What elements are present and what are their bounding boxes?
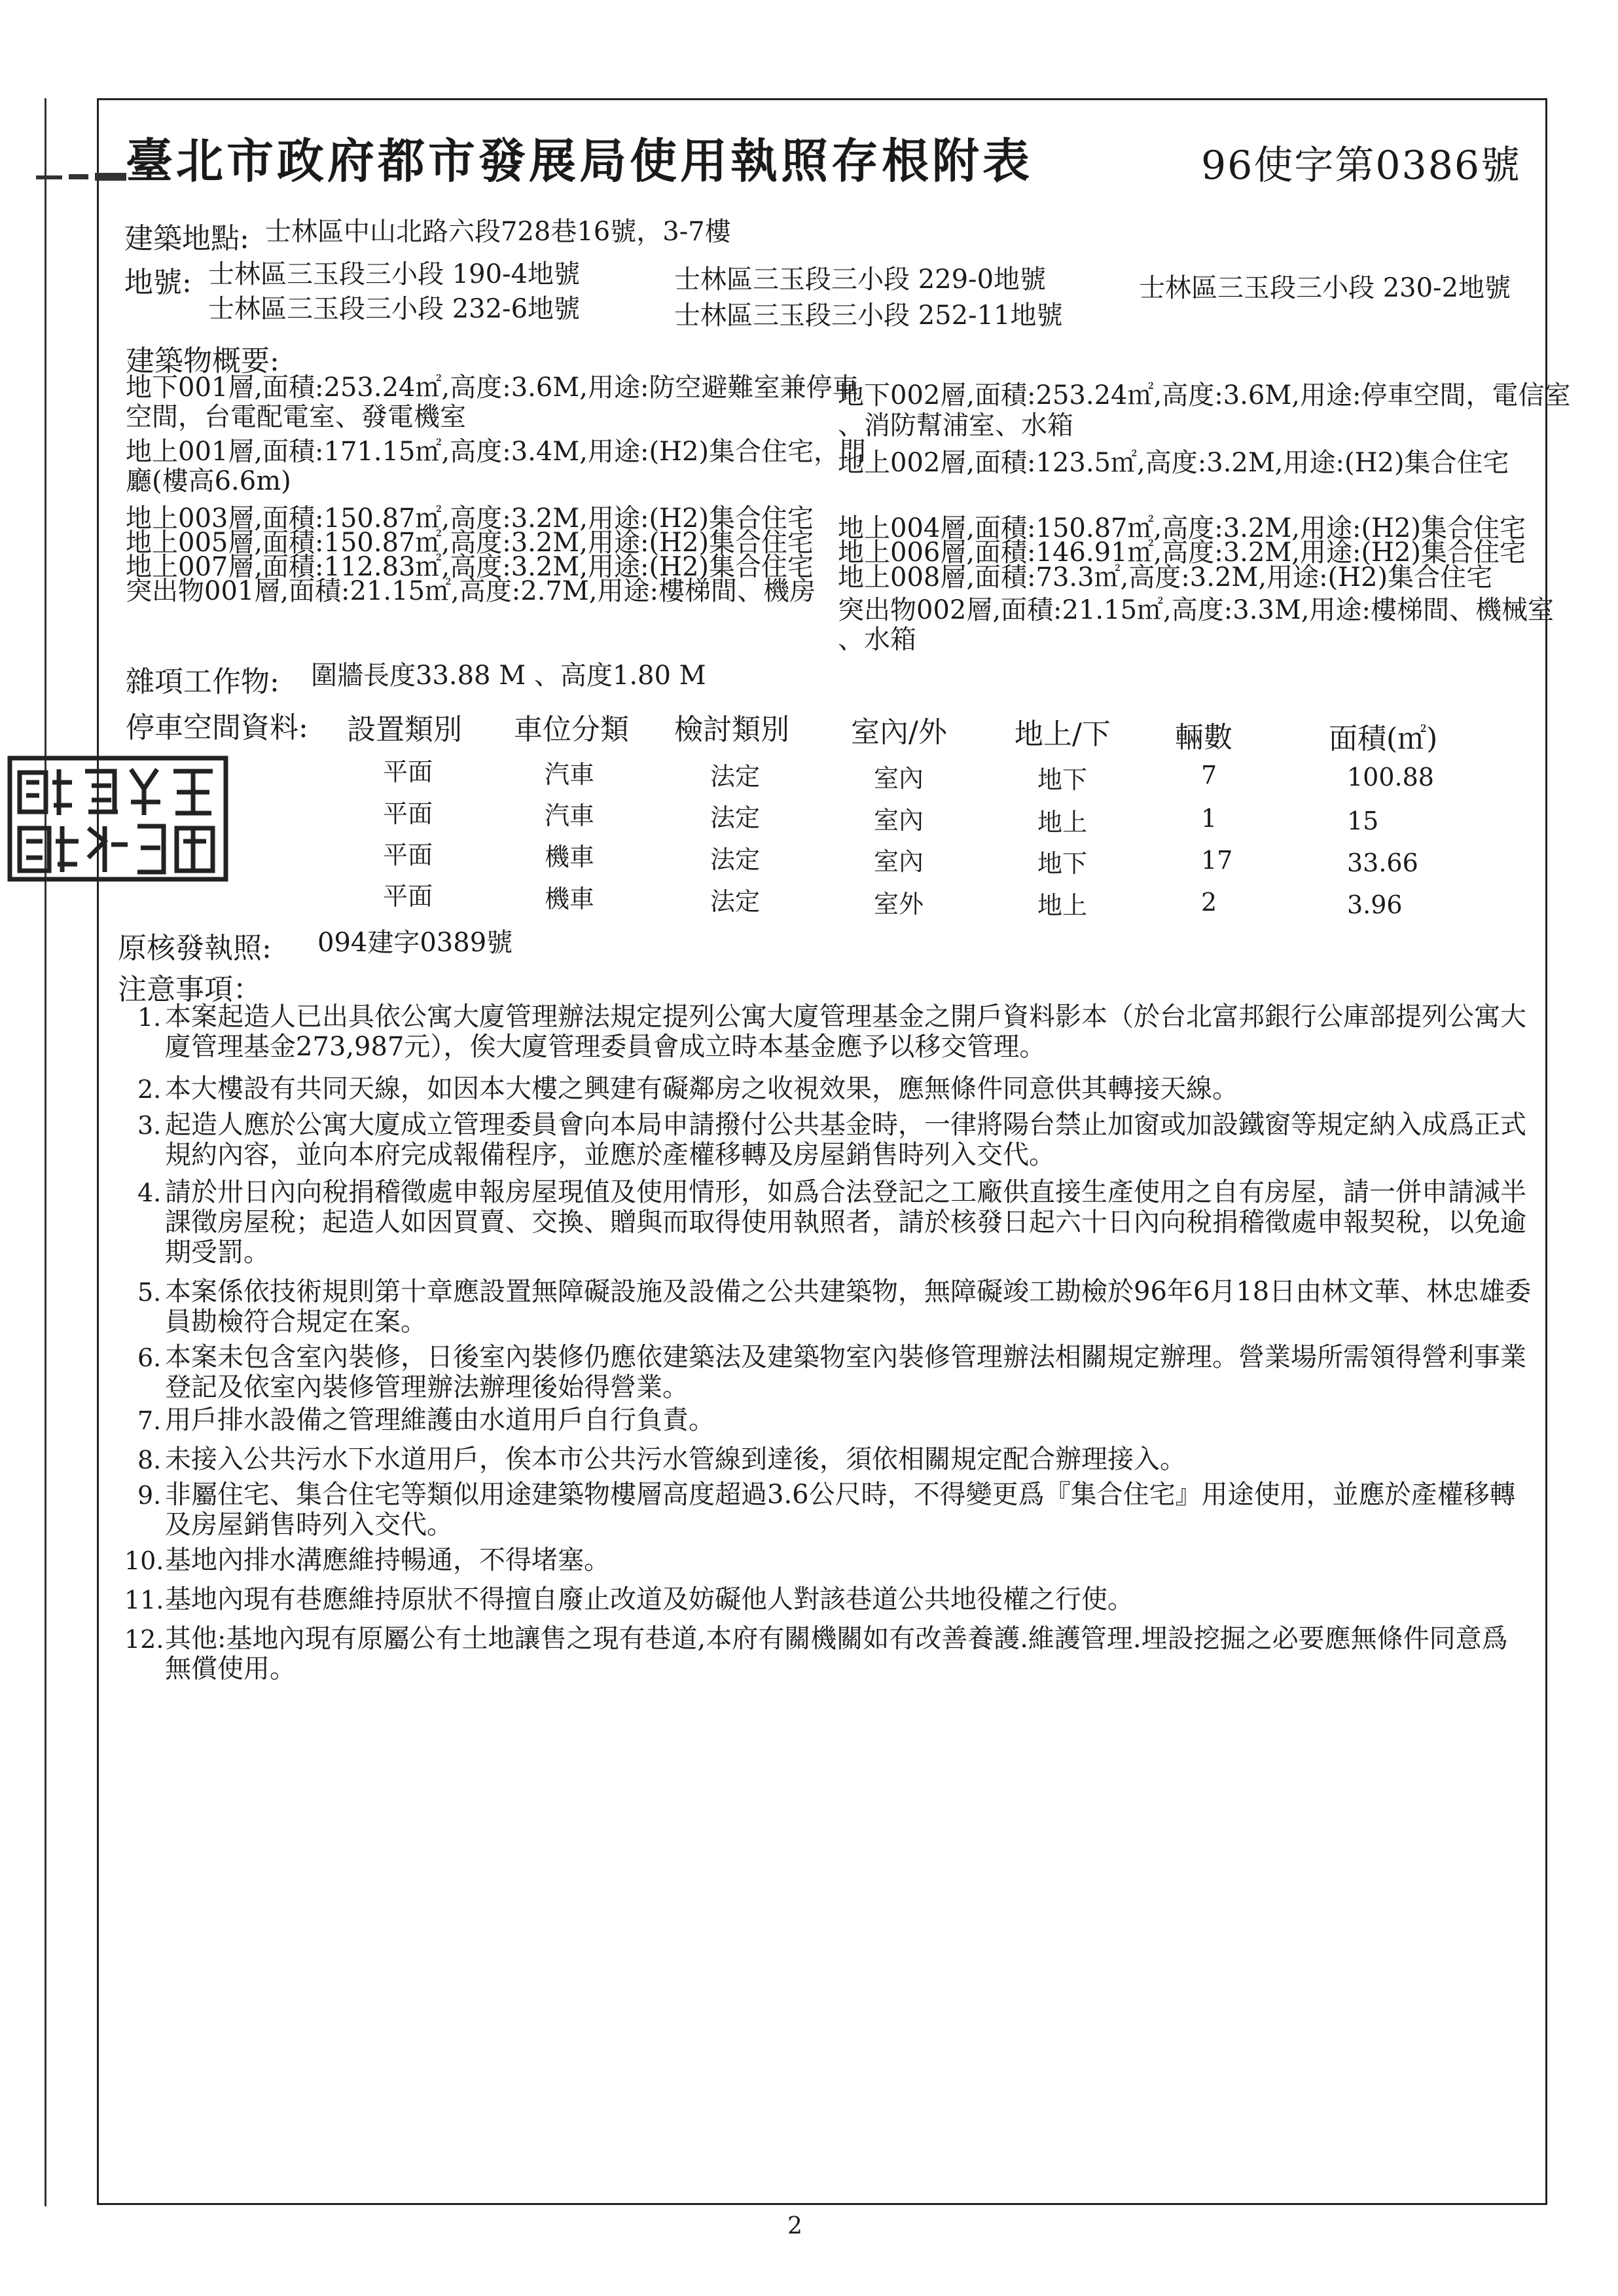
parking-cell: 地下: [1037, 849, 1088, 878]
overview-line: 地下001層,面積:253.24㎡,高度:3.6M,用途:防空避難室兼停車: [126, 373, 859, 403]
note-number: 4.: [137, 1178, 162, 1207]
parking-header: 設置類別: [347, 713, 462, 746]
parking-cell: 地下: [1037, 765, 1088, 794]
parking-cell: 15: [1347, 807, 1379, 835]
note-text: 起造人應於公寓大廈成立管理委員會向本局申請撥付公共基金時，一律將陽台禁止加窗或加設鐵窗等規定納入成爲正式規約內容，並向本府完成報備程序，並應於產權移轉及房屋銷售時列入交代。: [165, 1110, 1526, 1170]
note-number: 11.: [124, 1586, 164, 1614]
note-number: 6.: [137, 1343, 162, 1372]
lot-item: 士林區三玉段三小段 190-4地號: [208, 259, 581, 289]
note-text: 用戶排水設備之管理維護由水道用戶自行負責。: [165, 1405, 715, 1435]
note-text: 基地內現有巷應維持原狀不得擅自廢止改道及妨礙他人對該巷道公共地役權之行使。: [165, 1584, 1134, 1614]
parking-header: 地上/下: [1015, 718, 1111, 751]
overview-label: 建築物概要:: [126, 344, 279, 378]
note-number: 7.: [137, 1406, 162, 1435]
note-text: 本案起造人已出具依公寓大廈管理辦法規定提列公寓大廈管理基金之開戶資料影本（於台北富邦銀行公庫部提列公寓大廈管理基金273,987元），俟大廈管理委員會成立時本基金應予以移交管理。: [165, 1002, 1526, 1062]
overview-line: 地上005層,面積:150.87㎡,高度:3.2M,用途:(H2)集合住宅: [126, 528, 814, 558]
note-text: 請於卅日內向稅捐稽徵處申報房屋現值及使用情形，如爲合法登記之工廠供直接生產使用之自有房屋，請一併申請減半課徵房屋稅；起造人如因買賣、交換、贈與而取得使用執照者，請於核發日起六十日內向稅捐稽徵處申報契稅，以免逾期受罰。: [165, 1177, 1526, 1267]
note-text: 本案未包含室內裝修，日後室內裝修仍應依建築法及建築物室內裝修管理辦法相關規定辦理。營業場所需領得營利事業登記及依室內裝修管理辦法辦理後始得營業。: [165, 1342, 1526, 1402]
parking-cell: 室外: [874, 890, 924, 919]
note-text: 本大樓設有共同天線，如因本大樓之興建有礙鄰房之收視效果，應無條件同意供其轉接天線。: [165, 1074, 1238, 1104]
parking-cell: 7: [1201, 761, 1217, 790]
overview-line: 地上001層,面積:171.15㎡,高度:3.4M,用途:(H2)集合住宅，門: [126, 437, 866, 467]
note-text: 非屬住宅、集合住宅等類似用途建築物樓層高度超過3.6公尺時，不得變更爲『集合住宅』用途使用，並應於產權移轉及房屋銷售時列入交代。: [165, 1480, 1516, 1540]
overview-line: 地上008層,面積:73.3㎡,高度:3.2M,用途:(H2)集合住宅: [838, 562, 1493, 592]
lot-item: 士林區三玉段三小段 230-2地號: [1139, 273, 1511, 303]
parking-cell: 17: [1201, 846, 1233, 875]
notes-label: 注意事項：: [118, 973, 262, 1006]
note-number: 5.: [137, 1278, 162, 1307]
parking-cell: 汽車: [545, 801, 595, 830]
parking-cell: 平面: [383, 882, 433, 911]
parking-cell: 汽車: [545, 760, 595, 789]
note-number: 3.: [137, 1111, 162, 1140]
overview-line: 、水箱: [838, 625, 916, 655]
parking-cell: 地上: [1037, 808, 1088, 837]
note-number: 12.: [124, 1625, 164, 1654]
page-number: 2: [787, 2213, 802, 2240]
parking-header: 車位分類: [514, 713, 629, 746]
note-number: 2.: [137, 1075, 162, 1104]
overview-line: 廳(樓高6.6m): [126, 466, 291, 496]
site-value: 士林區中山北路六段728巷16號，3-7樓: [265, 217, 731, 247]
parking-label: 停車空間資料:: [126, 711, 308, 744]
note-text: 本案係依技術規則第十章應設置無障礙設施及設備之公共建築物，無障礙竣工勘檢於96年6月18日由林文華、林忠雄委員勘檢符合規定在案。: [165, 1277, 1532, 1337]
site-label: 建築地點:: [124, 222, 249, 255]
lots-label: 地號:: [124, 266, 192, 299]
parking-cell: 33.66: [1347, 848, 1418, 877]
parking-header: 輛數: [1175, 721, 1232, 754]
overview-line: 突出物001層,面積:21.15㎡,高度:2.7M,用途:樓梯間、機房: [126, 576, 816, 606]
overview-line: 空間，台電配電室、發電機室: [126, 402, 466, 432]
parking-cell: 法定: [710, 887, 761, 916]
parking-cell: 100.88: [1347, 763, 1434, 792]
parking-header: 室內/外: [851, 716, 947, 749]
misc-label: 雜項工作物:: [126, 665, 279, 699]
punch-mark-decoration: [36, 172, 128, 183]
overview-line: 地上007層,面積:112.83㎡,高度:3.2M,用途:(H2)集合住宅: [126, 552, 814, 582]
lot-item: 士林區三玉段三小段 252-11地號: [674, 301, 1063, 331]
lot-item: 士林區三玉段三小段 229-0地號: [674, 264, 1047, 295]
parking-cell: 法定: [710, 845, 761, 874]
overview-line: 地下002層,面積:253.24㎡,高度:3.6M,用途:停車空間，電信室: [838, 380, 1571, 410]
margin-line: [45, 98, 46, 2206]
misc-value: 圍牆長度33.88 M 、高度1.80 M: [311, 661, 706, 691]
original-permit-value: 094建字0389號: [317, 928, 513, 958]
parking-cell: 地上: [1037, 891, 1088, 920]
overview-line: 地上004層,面積:150.87㎡,高度:3.2M,用途:(H2)集合住宅: [838, 513, 1526, 543]
parking-header: 檢討類別: [674, 713, 789, 746]
overview-line: 地上003層,面積:150.87㎡,高度:3.2M,用途:(H2)集合住宅: [126, 503, 814, 534]
overview-line: 地上006層,面積:146.91㎡,高度:3.2M,用途:(H2)集合住宅: [838, 538, 1526, 568]
overview-line: 、消防幫浦室、水箱: [838, 410, 1073, 441]
parking-cell: 平面: [383, 757, 433, 786]
note-number: 9.: [137, 1481, 162, 1510]
note-number: 8.: [137, 1446, 162, 1474]
document-title: 臺北市政府都市發展局使用執照存根附表: [126, 133, 1034, 189]
permit-number: 96使字第0386號: [1201, 143, 1522, 189]
parking-cell: 室內: [874, 764, 924, 793]
overview-line: 地上002層,面積:123.5㎡,高度:3.2M,用途:(H2)集合住宅: [838, 448, 1509, 478]
parking-cell: 3.96: [1347, 890, 1403, 919]
note-text: 未接入公共污水下水道用戶，俟本市公共污水管線到達後，須依相關規定配合辦理接入。: [165, 1444, 1186, 1474]
note-text: 其他:基地內現有原屬公有土地讓售之現有巷道,本府有關機關如有改善養護.維護管理.埋設挖掘之必要應無條件同意爲無償使用。: [165, 1624, 1508, 1684]
parking-cell: 室內: [874, 806, 924, 835]
overview-line: 突出物002層,面積:21.15㎡,高度:3.3M,用途:樓梯間、機械室: [838, 595, 1555, 625]
parking-header: 面積(㎡): [1329, 722, 1438, 756]
parking-cell: 法定: [710, 803, 761, 832]
parking-cell: 2: [1201, 888, 1217, 917]
parking-cell: 室內: [874, 847, 924, 876]
note-text: 基地內排水溝應維持暢通，不得堵塞。: [165, 1545, 610, 1575]
note-number: 10.: [124, 1546, 164, 1575]
parking-cell: 平面: [383, 799, 433, 828]
parking-cell: 機車: [545, 843, 595, 871]
note-number: 1.: [137, 1003, 162, 1032]
parking-cell: 機車: [545, 884, 595, 913]
parking-cell: 平面: [383, 841, 433, 869]
original-permit-label: 原核發執照:: [118, 932, 272, 965]
lot-item: 士林區三玉段三小段 232-6地號: [208, 294, 581, 324]
official-seal-stamp: [7, 753, 232, 884]
parking-cell: 法定: [710, 762, 761, 791]
parking-cell: 1: [1201, 804, 1217, 833]
